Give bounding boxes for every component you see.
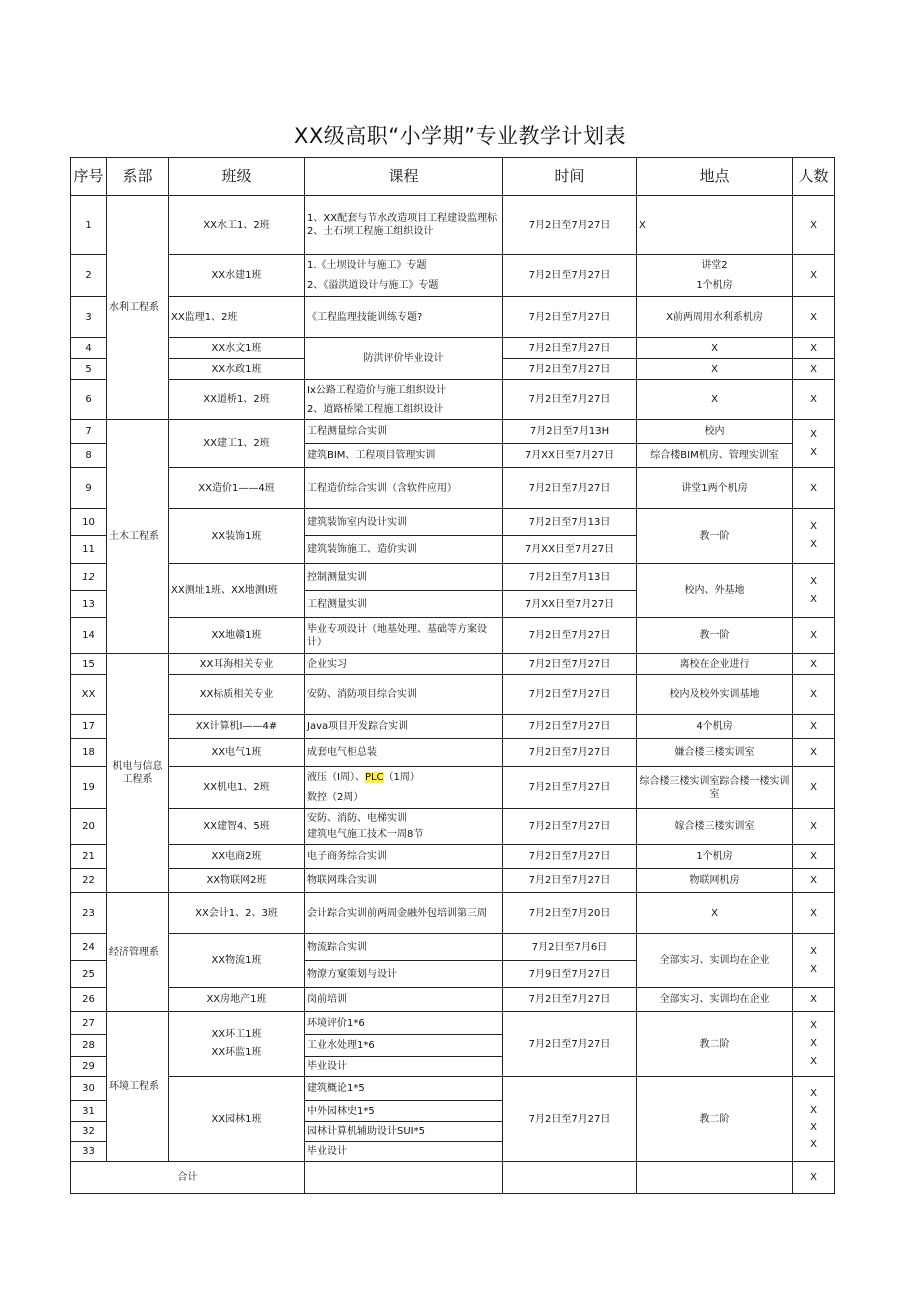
class-cell: XX房地产1班 — [169, 988, 305, 1012]
course-cell: 工业水处理1*6 — [305, 1035, 503, 1057]
class-cell: XX水工1、2班 — [169, 196, 305, 255]
course-cell: 会计踪合实训前两周金融外包培训第三周 — [305, 893, 503, 934]
seq-cell: 20 — [71, 809, 107, 845]
count-cell — [793, 420, 835, 468]
time-cell: 7月2日至7月13H — [503, 420, 637, 444]
table-row — [71, 988, 835, 1012]
seq-cell: 24 — [71, 934, 107, 961]
place-cell: 校内及校外实训基地 — [637, 675, 793, 715]
table-row — [71, 196, 835, 255]
course-cell — [305, 767, 503, 809]
time-cell: 7月2日至7月27日 — [503, 988, 637, 1012]
place-cell: 综合楼BIM机房、管理实训室 — [637, 444, 793, 468]
class-cell: XX物流1班 — [169, 934, 305, 988]
table-row — [71, 1012, 835, 1035]
place-cell: 嫌合楼三楼实训室 — [637, 739, 793, 767]
class-cell: XX机电1、2班 — [169, 767, 305, 809]
count-cell: X — [793, 338, 835, 359]
count-cell: X — [793, 767, 835, 809]
count-cell — [793, 934, 835, 988]
count-cell: X — [793, 255, 835, 297]
header-seq: 序号 — [71, 158, 107, 196]
class-cell: XX水建1班 — [169, 255, 305, 297]
course-cell: 1.《土坝设计与施工》专题 2、《溢洪道设计与施工》专题 — [305, 255, 503, 297]
course-cell: 成套电气柜总装 — [305, 739, 503, 767]
seq-cell: 28 — [71, 1035, 107, 1057]
place-cell: X — [637, 196, 793, 255]
count-cell — [793, 1012, 835, 1077]
seq-cell: 6 — [71, 380, 107, 420]
page-title: XX级高职“小学期”专业教学计划表 — [293, 124, 627, 148]
header-row — [71, 158, 835, 196]
count-cell: X — [793, 359, 835, 380]
course-cell: 防洪评价毕业设计 — [305, 338, 503, 380]
time-cell: 7月2日至7月27日 — [503, 468, 637, 509]
count-cell — [793, 509, 835, 564]
class-cell: XX水政1班 — [169, 359, 305, 380]
count-value: X — [810, 539, 817, 550]
count-cell: X — [793, 196, 835, 255]
course-cell: 建筑装饰施工、造价实训 — [305, 536, 503, 564]
course-cell: 《工程监理技能训练专题? — [305, 297, 503, 338]
class-cell: XX装饰1班 — [169, 509, 305, 564]
seq-cell: 8 — [71, 444, 107, 468]
table-row — [71, 468, 835, 509]
seq-cell: 13 — [71, 591, 107, 618]
count-value: X — [810, 521, 817, 532]
count-cell — [793, 564, 835, 618]
count-cell: X — [793, 893, 835, 934]
time-cell: 7月2日至7月27日 — [503, 1012, 637, 1077]
count-cell: X — [793, 739, 835, 767]
place-cell: 教一阶 — [637, 618, 793, 654]
total-time-cell — [503, 1162, 637, 1194]
class-cell: XX环工1班 XX环监1班 — [169, 1012, 305, 1077]
place-cell: 物联网机房 — [637, 869, 793, 893]
count-value: X — [810, 963, 817, 975]
table-row — [71, 1077, 835, 1101]
course-cell: 控制测量实训 — [305, 564, 503, 591]
place-cell: 离校在企业进行 — [637, 654, 793, 675]
table-row — [71, 564, 835, 591]
table-row — [71, 618, 835, 654]
class-cell: XX测址1班、XX地测I班 — [169, 564, 305, 618]
time-cell: 7月2日至7月27日 — [503, 767, 637, 809]
table-row — [71, 809, 835, 845]
seq-cell: 29 — [71, 1057, 107, 1077]
place-cell: 校内、外基地 — [637, 564, 793, 618]
time-cell: 7月2日至7月6日 — [503, 934, 637, 961]
dept-cell: 经济管理系 — [107, 893, 169, 1012]
time-cell: 7月2日至7月27日 — [503, 1077, 637, 1162]
class-cell: XX耳海相关专业 — [169, 654, 305, 675]
course-cell: 安防、消防项目综合实训 — [305, 675, 503, 715]
table-row — [71, 255, 835, 297]
seq-cell: 32 — [71, 1122, 107, 1142]
time-cell: 7月2日至7月27日 — [503, 338, 637, 359]
time-cell: 7月2日至7月27日 — [503, 809, 637, 845]
course-cell: 建筑BIM、工程项目管理实训 — [305, 444, 503, 468]
teaching-plan-table — [70, 157, 835, 1194]
dept-cell: 环境工程系 — [107, 1012, 169, 1162]
count-value: X — [810, 428, 817, 440]
place-cell: 4个机房 — [637, 715, 793, 739]
course-cell: 毕业专项设计（地基处理、基础等方案设计） — [305, 618, 503, 654]
course-cell: Ix公路工程造价与施工组织设计 2、道路桥梁工程施工组织设计 — [305, 380, 503, 420]
course-cell: 毕业设计 — [305, 1142, 503, 1162]
time-cell: 7月XX日至7月27日 — [503, 444, 637, 468]
class-cell: XX建工1、2班 — [169, 420, 305, 468]
place-cell: X — [637, 338, 793, 359]
seq-cell: 7 — [71, 420, 107, 444]
total-place-cell — [637, 1162, 793, 1194]
place-cell: 1个机房 — [637, 845, 793, 869]
place-cell: X — [637, 359, 793, 380]
table-row — [71, 380, 835, 420]
seq-cell: 3 — [71, 297, 107, 338]
place-cell: 全部实习、实训均在企业 — [637, 934, 793, 988]
count-value: X — [810, 1020, 817, 1031]
time-cell: 7月2日至7月27日 — [503, 845, 637, 869]
table-row — [71, 509, 835, 536]
count-value: X — [810, 1088, 817, 1099]
table-row — [71, 654, 835, 675]
table-row — [71, 675, 835, 715]
place-cell: 讲堂2 1个机房 — [637, 255, 793, 297]
course-text: 液压（I周）、 — [307, 771, 365, 783]
table-row — [71, 739, 835, 767]
table-row — [71, 715, 835, 739]
place-cell: X — [637, 380, 793, 420]
class-cell: XX电气1班 — [169, 739, 305, 767]
table-row — [71, 934, 835, 961]
highlight-mark: PLC — [364, 771, 384, 783]
class-cell: XX道桥1、2班 — [169, 380, 305, 420]
count-cell: X — [793, 869, 835, 893]
time-cell: 7月2日至7月27日 — [503, 618, 637, 654]
seq-cell: 19 — [71, 767, 107, 809]
count-value: X — [810, 593, 817, 605]
place-cell: X — [637, 893, 793, 934]
seq-cell: 30 — [71, 1077, 107, 1101]
seq-cell: 22 — [71, 869, 107, 893]
count-cell: X — [793, 468, 835, 509]
course-cell: 环境评价1*6 — [305, 1012, 503, 1035]
header-count: 人数 — [793, 158, 835, 196]
count-value: X — [810, 1122, 817, 1133]
seq-cell: 1 — [71, 196, 107, 255]
count-cell: X — [793, 675, 835, 715]
seq-cell: 18 — [71, 739, 107, 767]
seq-cell: 12 — [71, 564, 107, 591]
course-cell: 企业实习 — [305, 654, 503, 675]
seq-cell: 23 — [71, 893, 107, 934]
total-label: 合计 — [71, 1162, 305, 1194]
class-cell: XX标质相关专业 — [169, 675, 305, 715]
seq-cell: 9 — [71, 468, 107, 509]
count-value: X — [810, 1038, 817, 1049]
header-class: 班级 — [169, 158, 305, 196]
table-row — [71, 767, 835, 809]
seq-cell: 2 — [71, 255, 107, 297]
class-cell: XX计算机I——4# — [169, 715, 305, 739]
dept-cell: 水利工程系 — [107, 196, 169, 420]
time-cell: 7月2日至7月27日 — [503, 297, 637, 338]
class-cell: XX造价1——4班 — [169, 468, 305, 509]
count-value: X — [810, 945, 817, 957]
course-cell: 岗前培训 — [305, 988, 503, 1012]
count-value: X — [810, 575, 817, 587]
time-cell: 7月2日至7月20日 — [503, 893, 637, 934]
count-cell: X — [793, 988, 835, 1012]
count-cell: X — [793, 654, 835, 675]
total-row — [71, 1162, 835, 1194]
place-cell: 校内 — [637, 420, 793, 444]
place-cell: 教二阶 — [637, 1077, 793, 1162]
course-cell: 安防、消防、电梯实训 建筑电气施工技术一周8节 — [305, 809, 503, 845]
place-cell: 教二阶 — [637, 1012, 793, 1077]
time-cell: 7月2日至7月13日 — [503, 564, 637, 591]
seq-cell: 33 — [71, 1142, 107, 1162]
course-cell: Java项目开发踪合实训 — [305, 715, 503, 739]
time-cell: 7月2日至7月27日 — [503, 380, 637, 420]
count-cell: X — [793, 715, 835, 739]
count-cell: X — [793, 809, 835, 845]
count-value: X — [810, 446, 817, 458]
place-cell: 讲堂1两个机房 — [637, 468, 793, 509]
total-course-cell — [305, 1162, 503, 1194]
table-row — [71, 420, 835, 444]
seq-cell: XX — [71, 675, 107, 715]
course-cell: 1、XX配套与节水改造项目工程建设监理标 2、土石坝工程施工组织设计 — [305, 196, 503, 255]
count-value: X — [810, 1056, 817, 1067]
table-row — [71, 297, 835, 338]
course-cell: 园林计算机辅助设计SUI*5 — [305, 1122, 503, 1142]
time-cell: 7月XX日至7月27日 — [503, 536, 637, 564]
table-row — [71, 338, 835, 359]
table-row — [71, 893, 835, 934]
place-cell: 嫁合楼三楼实训室 — [637, 809, 793, 845]
count-cell — [793, 1077, 835, 1162]
table-row — [71, 869, 835, 893]
place-cell: 全部实习、实训均在企业 — [637, 988, 793, 1012]
course-cell: 工程造价综合实训（含软件应用） — [305, 468, 503, 509]
seq-cell: 5 — [71, 359, 107, 380]
count-cell: X — [793, 297, 835, 338]
header-dept: 系部 — [107, 158, 169, 196]
count-cell: X — [793, 618, 835, 654]
seq-cell: 15 — [71, 654, 107, 675]
time-cell: 7月9日至7月27日 — [503, 961, 637, 988]
time-cell: 7月2日至7月27日 — [503, 359, 637, 380]
course-cell: 物潦方窠策划与设计 — [305, 961, 503, 988]
time-cell: 7月2日至7月27日 — [503, 654, 637, 675]
total-count: X — [793, 1162, 835, 1194]
header-time: 时间 — [503, 158, 637, 196]
seq-cell: 10 — [71, 509, 107, 536]
seq-cell: 11 — [71, 536, 107, 564]
dept-cell: 机电与信息工程系 — [107, 654, 169, 893]
class-cell: XX水文1班 — [169, 338, 305, 359]
time-cell: 7月2日至7月27日 — [503, 255, 637, 297]
class-cell: XX会计1、2、3班 — [169, 893, 305, 934]
time-cell: 7月2日至7月27日 — [503, 869, 637, 893]
seq-cell: 14 — [71, 618, 107, 654]
time-cell: 7月2日至7月27日 — [503, 715, 637, 739]
seq-cell: 31 — [71, 1101, 107, 1122]
count-value: X — [810, 1105, 817, 1116]
time-cell: 7月XX日至7月27日 — [503, 591, 637, 618]
class-cell: XX监理1、2班 — [169, 297, 305, 338]
seq-cell: 21 — [71, 845, 107, 869]
course-cell: 物联网珠合实训 — [305, 869, 503, 893]
seq-cell: 4 — [71, 338, 107, 359]
course-cell: 建筑概论1*5 — [305, 1077, 503, 1101]
course-cell: 物流踪合实训 — [305, 934, 503, 961]
course-text: （1周） 数控（2周） — [307, 771, 420, 803]
course-cell: 电子商务综合实训 — [305, 845, 503, 869]
seq-cell: 26 — [71, 988, 107, 1012]
time-cell: 7月2日至7月27日 — [503, 196, 637, 255]
header-course: 课程 — [305, 158, 503, 196]
seq-cell: 25 — [71, 961, 107, 988]
class-cell: XX电商2班 — [169, 845, 305, 869]
header-place: 地点 — [637, 158, 793, 196]
course-cell: 工程测量实训 — [305, 591, 503, 618]
course-cell: 毕业设计 — [305, 1057, 503, 1077]
time-cell: 7月2日至7月27日 — [503, 675, 637, 715]
seq-cell: 27 — [71, 1012, 107, 1035]
course-cell: 中外园林史1*5 — [305, 1101, 503, 1122]
seq-cell: 17 — [71, 715, 107, 739]
place-cell: X前两周用水利系机房 — [637, 297, 793, 338]
table-row — [71, 845, 835, 869]
place-cell: 教一阶 — [637, 509, 793, 564]
class-cell: XX建智4、5班 — [169, 809, 305, 845]
time-cell: 7月2日至7月27日 — [503, 739, 637, 767]
class-cell: XX物联网2班 — [169, 869, 305, 893]
count-value: X — [810, 1139, 817, 1150]
course-cell: 建筑装饰室内设计实训 — [305, 509, 503, 536]
class-cell: XX地赣1班 — [169, 618, 305, 654]
class-cell: XX园林1班 — [169, 1077, 305, 1162]
time-cell: 7月2日至7月13日 — [503, 509, 637, 536]
count-cell: X — [793, 380, 835, 420]
course-cell: 工程测量综合实训 — [305, 420, 503, 444]
dept-cell: 土木工程系 — [107, 420, 169, 654]
count-cell: X — [793, 845, 835, 869]
place-cell: 综合楼三楼实训室踪合楼一楼实训室 — [637, 767, 793, 809]
